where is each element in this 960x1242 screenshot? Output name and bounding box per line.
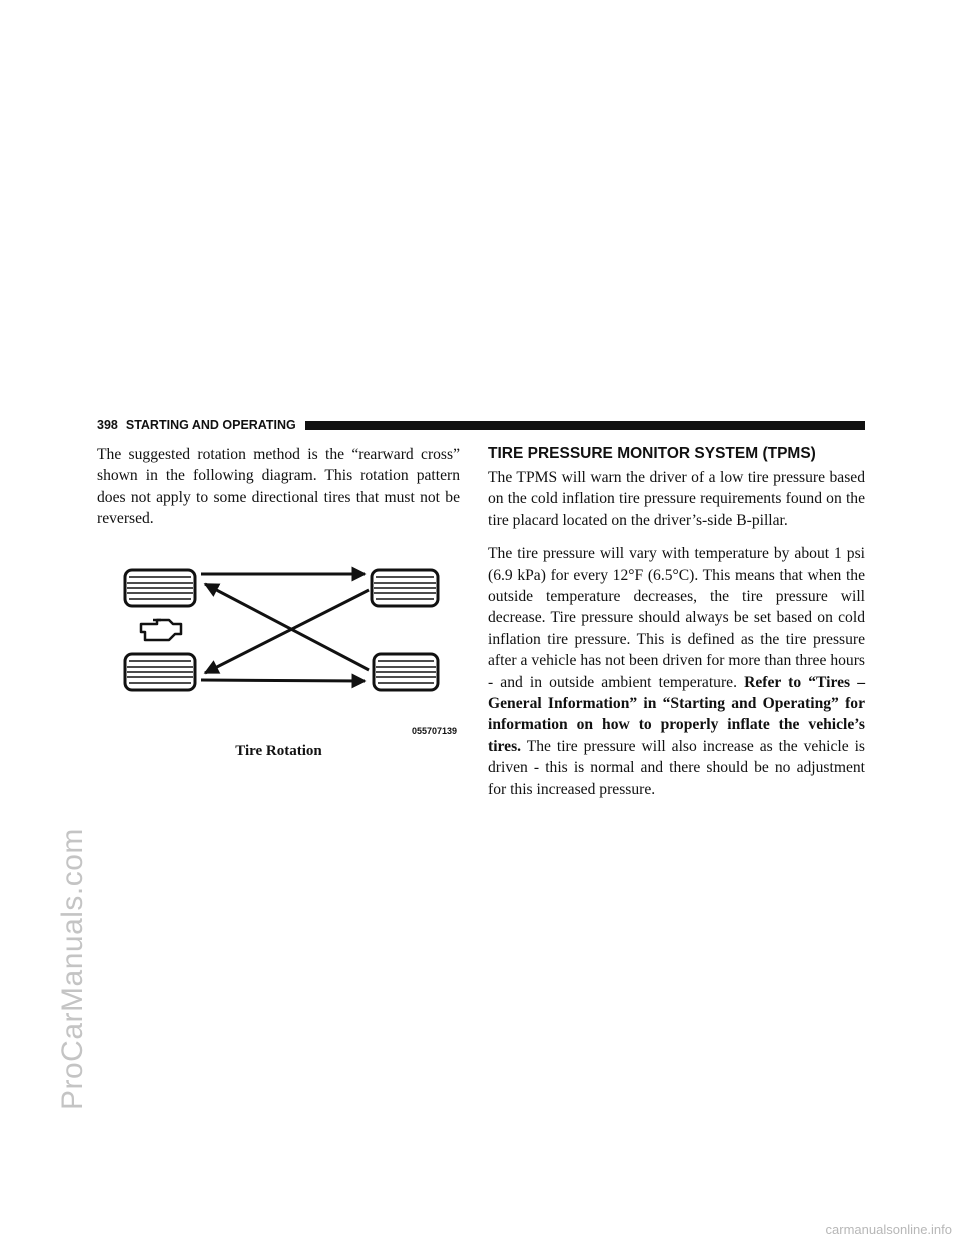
header-rule (305, 421, 865, 430)
figure-code: 055707139 (411, 726, 457, 736)
tpms-heading: TIRE PRESSURE MONITOR SYSTEM (TPMS) (488, 445, 816, 462)
tpms-paragraph-2-text: The tire pressure will vary with temperature by about 1 psi (6.9 kPa) for every 12°F (6.5°C). This means that when the outside temperature decreases, the tire pressure will decrease. Tire pressure should always be set based on cold inflation tire pressure. This is defined as the tire pressure after a vehicle has not been driven for more than three hours - and in outside ambient temperature. (488, 545, 865, 691)
arrow-icon (201, 574, 369, 681)
page-number: 398 (97, 418, 118, 432)
footer-url: carmanualsonline.info (825, 1222, 952, 1237)
left-column (97, 444, 460, 542)
tire-rotation-diagram (115, 560, 445, 736)
tpms-paragraph-1: The TPMS will warn the driver of a low tire pressure based on the cold inflation tire pressure requirements found on the tire placard located on the driver’s-side B-pillar. (488, 469, 865, 529)
tpms-paragraph-2-tail: The tire pressure will also increase as the vehicle is driven - this is normal and there should be no adjustment for this increased pressure. (488, 737, 865, 798)
rotation-paragraph: The suggested rotation method is the “rearward cross” shown in the following diagram. This rotation pattern does not apply to some directional tires that must not be reversed. (97, 446, 460, 528)
side-watermark: ProCarManuals.com (56, 828, 89, 1110)
right-column (488, 444, 865, 812)
figure-caption: Tire Rotation (235, 743, 322, 759)
tpms-paragraph-2-bold: Refer to “Tires – General Information” in “Starting and Operating” for information on how to properly inflate the vehicle’s tires. (488, 673, 865, 755)
tire-icon (374, 654, 438, 690)
tire-icon (372, 570, 438, 606)
tire-rotation-figure (115, 560, 457, 736)
section-title: STARTING AND OPERATING (125, 418, 296, 432)
page-header (97, 417, 865, 433)
tpms-paragraph-2 (488, 543, 865, 800)
tire-icon (125, 654, 195, 690)
engine-icon (141, 620, 181, 640)
tire-icon (125, 570, 195, 606)
